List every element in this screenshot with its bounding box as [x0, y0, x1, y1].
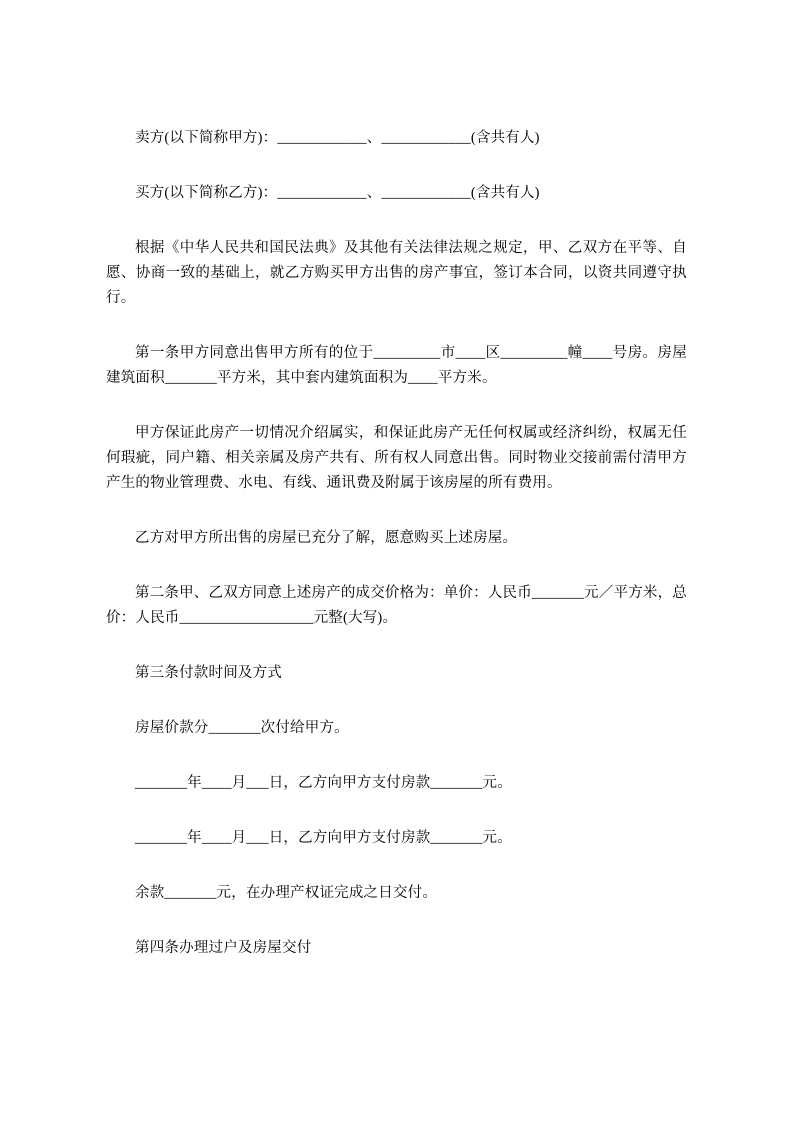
paragraph-seller-line: 卖方(以下简称甲方)：____________、____________(含共有人): [135, 130, 540, 146]
paragraph-buyer-acknowledgement: 乙方对甲方所出售的房屋已充分了解，愿意购买上述房屋。: [135, 530, 518, 546]
paragraph-payment-schedule-1: _______年____月___日，乙方向甲方支付房款_______元。: [135, 775, 512, 791]
paragraph-balance-payment: 余款_______元，在办理产权证完成之日交付。: [135, 885, 438, 901]
paragraph-payment-installments: 房屋价款分_______次付给甲方。: [135, 720, 349, 736]
paragraph-clause-2-price: 第二条甲、乙双方同意上述房产的成交价格为：单价：人民币_______元／平方米，总价：人民币__________________元整(大写)。: [106, 585, 687, 626]
paragraph-buyer-line: 买方(以下简称乙方)：____________、____________(含共有人): [135, 185, 540, 201]
paragraph-seller-warranty: 甲方保证此房产一切情况介绍属实，和保证此房产无任何权属或经济纠纷，权属无任何瑕疵，同户籍、相关亲属及房产共有、所有权人同意出售。同时物业交接前需付清甲方产生的物业管理费、水电、有线、通讯费及附属于该房屋的所有费用。: [106, 425, 687, 491]
paragraph-clause-3-heading: 第三条付款时间及方式: [135, 665, 282, 681]
paragraph-clause-1-location: 第一条甲方同意出售甲方所有的位于_________市____区_________幢____号房。房屋建筑面积_______平方米，其中套内建筑面积为____平方米。: [106, 345, 687, 386]
paragraph-payment-schedule-2: _______年____月___日，乙方向甲方支付房款_______元。: [135, 830, 512, 846]
paragraph-clause-4-heading: 第四条办理过户及房屋交付: [135, 940, 312, 956]
paragraph-preamble: 根据《中华人民共和国民法典》及其他有关法律法规之规定，甲、乙双方在平等、自愿、协商一致的基础上，就乙方购买甲方出售的房产事宜，签订本合同，以资共同遵守执行。: [106, 240, 687, 306]
